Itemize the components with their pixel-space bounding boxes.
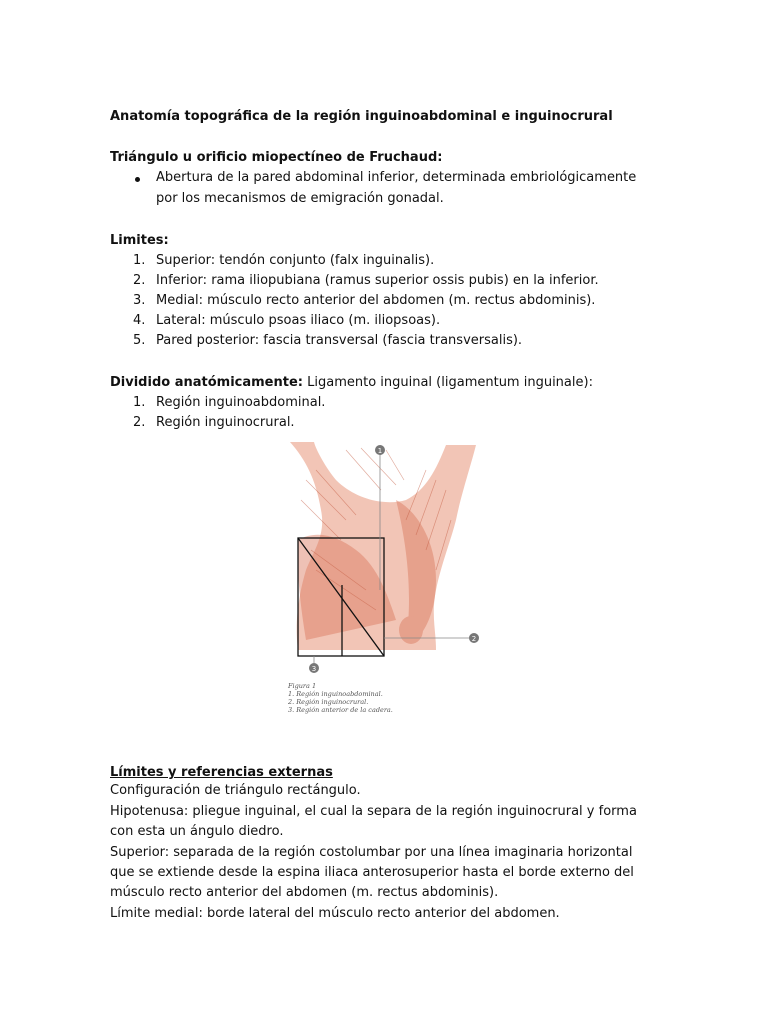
- externas-line: Límite medial: borde lateral del músculo recto anterior del abdomen.: [110, 906, 560, 921]
- list-item: [156, 291, 595, 311]
- dividido-line: [110, 373, 593, 393]
- anatomy-figure: [286, 440, 486, 725]
- list-number: 1.: [133, 395, 146, 410]
- externas-line: Hipotenusa: pliegue inguinal, el cual la separa de la región inguinocrural y forma: [110, 804, 637, 819]
- figure-marker-2: [469, 633, 479, 643]
- list-number: 5.: [133, 333, 146, 348]
- figure-caption-line: 3. Región anterior de la cadera.: [288, 706, 393, 714]
- fruchaud-heading: Triángulo u orificio miopectíneo de Fruchaud:: [110, 150, 443, 165]
- dividido-text: Ligamento inguinal (ligamentum inguinale):: [302, 375, 593, 390]
- list-item-label: Superior:: [156, 253, 216, 268]
- list-item-label: Medial:: [156, 293, 204, 308]
- dividido-item: Región inguinoabdominal.: [156, 395, 326, 410]
- bullet-dot: [135, 177, 140, 182]
- list-item-label: Pared posterior:: [156, 333, 260, 348]
- externas-line: que se extiende desde la espina iliaca anterosuperior hasta el borde externo del: [110, 865, 634, 880]
- list-number: 3.: [133, 293, 146, 308]
- figure-caption-line: 1. Región inguinoabdominal.: [288, 690, 383, 698]
- fruchaud-bullet-line-2: por los mecanismos de emigración gonadal.: [156, 191, 444, 206]
- list-item: [156, 251, 434, 271]
- externas-heading: Límites y referencias externas: [110, 765, 333, 780]
- externas-line: Superior: separada de la región costolumbar por una línea imaginaria horizontal: [110, 845, 633, 860]
- list-number: 1.: [133, 253, 146, 268]
- list-item: [156, 311, 440, 331]
- externas-line: músculo recto anterior del abdomen (m. rectus abdominis).: [110, 885, 499, 900]
- marker-label: 3: [311, 665, 317, 673]
- list-item: [156, 331, 522, 351]
- figure-marker-1: [375, 445, 385, 455]
- fruchaud-bullet-line-1: Abertura de la pared abdominal inferior, determinada embriológicamente: [156, 170, 637, 185]
- list-item-label: Inferior:: [156, 273, 208, 288]
- marker-label: 2: [471, 635, 477, 643]
- limites-heading: Limites:: [110, 233, 169, 248]
- figure-caption-title: Figura 1: [288, 682, 317, 690]
- figure-caption-line: 2. Región inguinocrural.: [288, 698, 369, 706]
- externas-line: Configuración de triángulo rectángulo.: [110, 783, 361, 798]
- figure-marker-3: [309, 663, 319, 673]
- list-number: 4.: [133, 313, 146, 328]
- marker-label: 1: [377, 447, 383, 455]
- document-title: Anatomía topográfica de la región inguinoabdominal e inguinocrural: [110, 109, 613, 124]
- dividido-item: Región inguinocrural.: [156, 415, 295, 430]
- list-item: [156, 271, 599, 291]
- list-item-text: fascia transversal (fascia transversalis).: [259, 333, 523, 348]
- list-number: 2.: [133, 273, 146, 288]
- list-item-text: músculo psoas iliaco (m. iliopsoas).: [205, 313, 441, 328]
- list-item-text: tendón conjunto (falx inguinalis).: [215, 253, 435, 268]
- list-number: 2.: [133, 415, 146, 430]
- externas-line: con esta un ángulo diedro.: [110, 824, 284, 839]
- dividido-heading: Dividido anatómicamente:: [110, 375, 303, 390]
- list-item-text: rama iliopubiana (ramus superior ossis pubis) en la inferior.: [207, 273, 599, 288]
- list-item-label: Lateral:: [156, 313, 206, 328]
- list-item-text: músculo recto anterior del abdomen (m. rectus abdominis).: [203, 293, 596, 308]
